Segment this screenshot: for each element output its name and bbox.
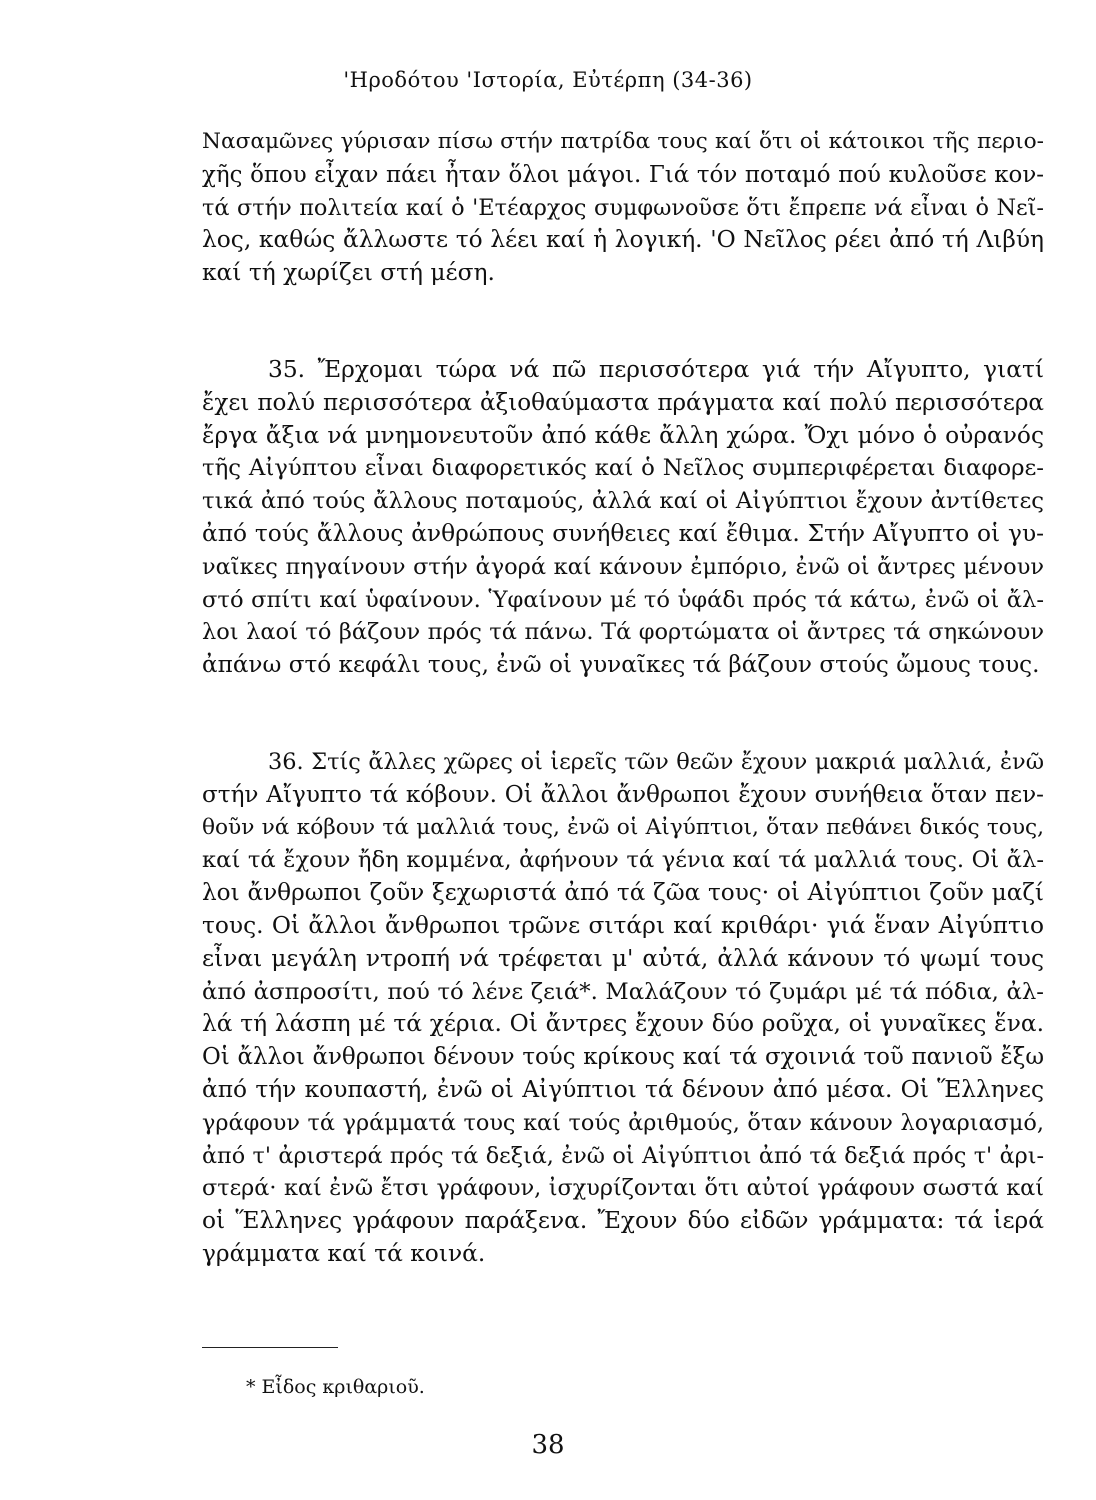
footnote-divider (202, 1347, 338, 1348)
footnote: * Εἶδος κριθαριοῦ. (246, 1376, 425, 1398)
text-line: λοι ἄνθρωποι ζοῦν ξεχωριστά ἀπό τά ζῶα τους· οἱ Αἰγύπτιοι ζοῦν μαζί (202, 880, 1044, 907)
text-line: χῆς ὅπου εἶχαν πάει ἦταν ὅλοι μάγοι. Γιά τόν ποταμό πού κυλοῦσε κον- (202, 161, 1044, 188)
paragraph-35 (202, 354, 1044, 682)
paragraph-continuation (202, 126, 1044, 290)
text-line: 36. Στίς ἄλλες χῶρες οἱ ἱερεῖς τῶν θεῶν ἔχουν μακριά μαλλιά, ἐνῶ (268, 749, 1044, 775)
text-line: λος, καθώς ἄλλωστε τό λέει καί ἡ λογική. 'Ο Νεῖλος ρέει ἀπό τή Λιβύη (202, 226, 1044, 254)
text-line: τικά ἀπό τούς ἄλλους ποταμούς, ἀλλά καί οἱ Αἰγύπτιοι ἔχουν ἀντίθετες (202, 488, 1044, 515)
text-line: Νασαμῶνες γύρισαν πίσω στήν πατρίδα τους καί ὅτι οἱ κάτοικοι τῆς περιο- (202, 129, 1044, 154)
text-line: λά τή λάσπη μέ τά χέρια. Οἱ ἄντρες ἔχουν δύο ροῦχα, οἱ γυναῖκες ἕνα. (202, 1010, 1044, 1038)
text-line: καί τά ἔχουν ἤδη κομμένα, ἀφήνουν τά γένια καί τά μαλλιά τους. Οἱ ἄλ- (202, 847, 1044, 874)
text-line: γράμματα καί τά κοινά. (202, 1239, 486, 1267)
text-line: ἀπό ἀσπροσίτι, πού τό λένε ζειά*. Μαλάζουν τό ζυμάρι μέ τά πόδια, ἀλ- (202, 978, 1044, 1005)
text-line: τά στήν πολιτεία καί ὁ 'Ετέαρχος συμφωνοῦσε ὅτι ἔπρεπε νά εἶναι ὁ Νεῖ- (202, 194, 1044, 221)
text-line: στό σπίτι καί ὑφαίνουν. Ὑφαίνουν μέ τό ὑφάδι πρός τά κάτω, ἐνῶ οἱ ἄλ- (202, 586, 1044, 613)
text-line: καί τή χωρίζει στή μέση. (202, 259, 495, 287)
text-line: θοῦν νά κόβουν τά μαλλιά τους, ἐνῶ οἱ Αἰγύπτιοι, ὅταν πεθάνει δικός τους, (202, 814, 1044, 840)
text-line: εἶναι μεγάλη ντροπή νά τρέφεται μ' αὐτά, ἀλλά κάνουν τό ψωμί τους (202, 944, 1044, 972)
text-line: ἀπό τήν κουπαστή, ἐνῶ οἱ Αἰγύπτιοι τά δένουν ἀπό μέσα. Οἱ Ἕλληνες (202, 1075, 1044, 1103)
text-line: ἀπό τ' ἀριστερά πρός τά δεξιά, ἐνῶ οἱ Αἰγύπτιοι ἀπό τά δεξιά πρός τ' ἀρι- (202, 1142, 1044, 1169)
text-line: οἱ Ἕλληνες γράφουν παράξενα. Ἔχουν δύο εἰδῶν γράμματα: τά ἱερά (202, 1207, 1044, 1235)
text-line: Οἱ ἄλλοι ἄνθρωποι δένουν τούς κρίκους καί τά σχοινιά τοῦ πανιοῦ ἔξω (202, 1044, 1044, 1071)
text-line: ἔχει πολύ περισσότερα ἀξιοθαύμαστα πράγματα καί πολύ περισσότερα (202, 389, 1044, 416)
text-line: ἀπό τούς ἄλλους ἀνθρώπους συνήθειες καί ἔθιμα. Στήν Αἴγυπτο οἱ γυ- (202, 519, 1044, 547)
text-line: ναῖκες πηγαίνουν στήν ἀγορά καί κάνουν ἐμπόριο, ἐνῶ οἱ ἄντρες μένουν (202, 553, 1044, 580)
paragraph-36 (202, 746, 1044, 1271)
page-number: 38 (531, 1430, 565, 1460)
text-line: στερά· καί ἐνῶ ἔτσι γράφουν, ἰσχυρίζονται ὅτι αὐτοί γράφουν σωστά καί (202, 1175, 1044, 1202)
text-line: στήν Αἴγυπτο τά κόβουν. Οἱ ἄλλοι ἄνθρωποι ἔχουν συνήθεια ὅταν πεν- (202, 781, 1044, 808)
text-line: ἔργα ἄξια νά μνημονευτοῦν ἀπό κάθε ἄλλη χώρα. Ὄχι μόνο ὁ οὐρανός (202, 421, 1044, 449)
text-line: ἀπάνω στό κεφάλι τους, ἐνῶ οἱ γυναῖκες τά βάζουν στούς ὤμους τους. (202, 652, 1040, 679)
text-line: 35. Ἔρχομαι τώρα νά πῶ περισσότερα γιά τήν Αἴγυπτο, γιατί (268, 356, 1044, 383)
text-line: τους. Οἱ ἄλλοι ἄνθρωποι τρῶνε σιτάρι καί κριθάρι· γιά ἕναν Αἰγύπτιο (202, 911, 1044, 939)
text-line: τῆς Αἰγύπτου εἶναι διαφορετικός καί ὁ Νεῖλος συμπεριφέρεται διαφορε- (202, 455, 1044, 482)
text-line: λοι λαοί τό βάζουν πρός τά πάνω. Τά φορτώματα οἱ ἄντρες τά σηκώνουν (202, 619, 1044, 646)
text-line: γράφουν τά γράμματά τους καί τούς ἀριθμούς, ὅταν κάνουν λογαριασμό, (202, 1109, 1044, 1136)
running-head: 'Ηροδότου 'Ιστορία, Εὐτέρπη (34-36) (343, 68, 753, 92)
